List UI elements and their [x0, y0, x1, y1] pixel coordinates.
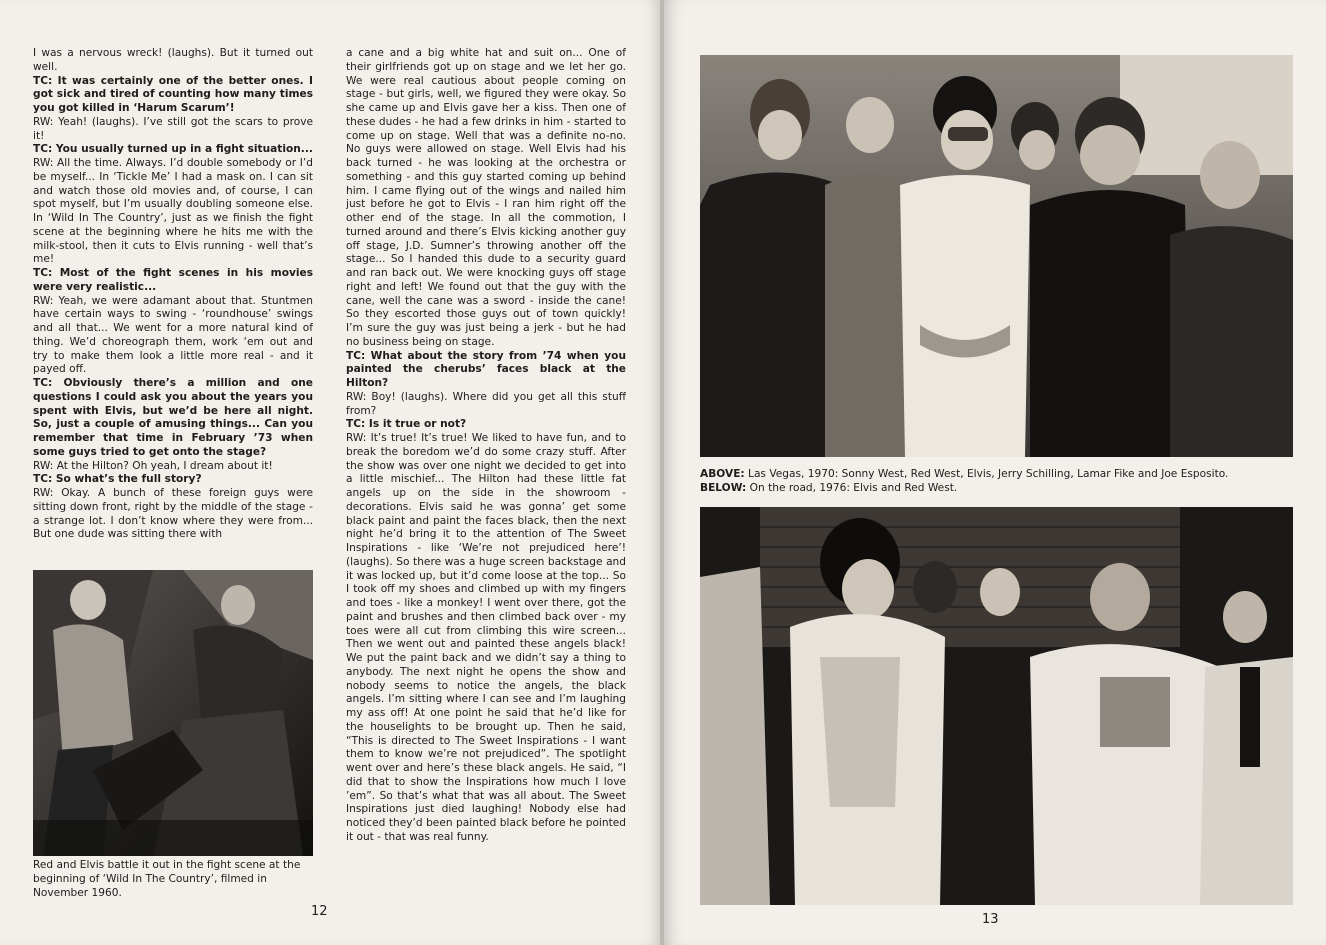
left-page — [0, 0, 662, 945]
interview-paragraph: RW: Okay. A bunch of these foreign guys were sitting down front, right by the middle of the stage - a strange lot. I don’t know where they were from... But one dude was sitting there with — [33, 487, 313, 541]
las-vegas-group-photo — [700, 55, 1293, 457]
fight-photo-caption: Red and Elvis battle it out in the fight scene at the beginning of ‘Wild In The Country’, filmed in November 1960. — [33, 859, 301, 899]
text-column-2 — [346, 47, 626, 905]
interview-paragraph: RW: It’s true! It’s true! We liked to have fun, and to break the boredom we’d do some crazy stuff. After the show was over one night we decided to get into a little mischief... The Hilton had these little fat angels up on the side in the showroom - decorations. Elvis said he was gonna’ get some black paint and paint the faces black, then the next night he’d bring it to the attention of The Sweet Inspirations - like ‘We’re not prejudiced here’! (laughs). So there was a huge screen backstage and it was locked up, but it’d come loose at the top... So I took off my shoes and climbed up with my fingers and toes - like a monkey! I went over there, got the paint and brushes and then climbed back over - my toes were all cut from climbing this wire screen... Then we went out and painted these angels black! We put the paint back and we didn’t say a thing to anybody. The next night he opens the show and nobody seems to notice the angels, the black angels. I’m sitting where I can see and I’m laughing my ass off! At one point he said that he’d like for the houselights to be brought up. Then he said, “This is directed to The Sweet Inspirations - I want them to know we’re not prejudiced”. The spotlight went over and here’s these black angels. He said, “I did that to show the Inspirations how much I love ’em”. So that’s what that was all about. The Sweet Inspirations just died laughing! Nobody else had noticed they’d been painted black before he pointed it out - that was real funny. — [346, 432, 626, 843]
interview-question: TC: It was certainly one of the better ones. I got sick and tired of counting how many times you got killed in ‘Harum Scarum’! — [33, 74, 313, 114]
photo-caption-below: BELOW: On the road, 1976: Elvis and Red West. — [700, 482, 958, 494]
page-number-right: 13 — [982, 912, 999, 927]
interview-question: TC: Most of the fight scenes in his movies were very realistic... — [33, 267, 313, 293]
interview-paragraph: RW: Yeah! (laughs). I’ve still got the scars to prove it! — [33, 115, 313, 142]
fight-scene-photo — [33, 570, 313, 856]
interview-paragraph: I was a nervous wreck! (laughs). But it turned out well. — [33, 47, 313, 73]
interview-paragraph: a cane and a big white hat and suit on... One of their girlfriends got up on stage and we let her go. We were real cautious about people coming on stage - but girls, well, we figured they were okay. So she came up and Elvis gave her a kiss. Then one of these dudes - he had a few drinks in him - started to come up on stage. Well that was a definite no-no. No guys were allowed on stage. Well Elvis had his back turned - he was looking at the orchestra or something - and this guy started coming up behind him. I came flying out of the wings and nailed him just before he got to Elvis - I ran him right off the other end of the stage. In all the commotion, I turned around and there’s Elvis kicking another guy off stage, J.D. Sumner’s throwing another off the stage... So I handed this dude to a security guard and ran back out. We were knocking guys off stage right and left! We found out that the guy with the cane, well the cane was a sword - inside the cane! So they escorted those guys out of town quickly! I’m sure the guy was just being a jerk - but he had no business being on stage. — [346, 47, 626, 348]
interview-question: TC: Is it true or not? — [346, 418, 467, 431]
text-column-1 — [33, 47, 313, 569]
right-page — [664, 0, 1326, 945]
interview-paragraph: RW: Boy! (laughs). Where did you get all this stuff from? — [346, 390, 626, 417]
interview-paragraph: RW: All the time. Always. I’d double somebody or I’d be myself... In ‘Tickle Me’ I had a mask on. I can sit and watch those old movies and, of course, I can spot myself, but I’m usually doubling someone else. In ‘Wild In The Country’, just as we finish the fight scene at the beginning where he hits me with the milk-stool, then it cuts to Elvis running - well that’s me! — [33, 157, 313, 266]
interview-question: TC: So what’s the full story? — [33, 473, 202, 486]
interview-paragraph: RW: At the Hilton? Oh yeah, I dream about it! — [33, 459, 273, 472]
interview-paragraph: RW: Yeah, we were adamant about that. Stuntmen have certain ways to swing - ‘roundhouse’ swings and all that... We went for a more natural kind of thing. We’d choreograph them, work ‘em out and try to make them look a little more real - and it payed off. — [33, 294, 313, 376]
interview-question: TC: Obviously there’s a million and one questions I could ask you about the years you spent with Elvis, but we’d be here all night. So, just a couple of amusing things... Can you remember that time in February ’73 when some guys tried to get onto the stage? — [33, 377, 313, 458]
interview-question: TC: You usually turned up in a fight situation... — [33, 143, 313, 156]
page-number-left: 12 — [311, 904, 328, 919]
on-the-road-photo — [700, 507, 1293, 905]
interview-question: TC: What about the story from ’74 when you painted the cherubs’ faces black at the Hilton? — [346, 349, 626, 389]
photo-caption-above: ABOVE: Las Vegas, 1970: Sonny West, Red West, Elvis, Jerry Schilling, Lamar Fike and Joe Esposito. — [700, 468, 1229, 480]
